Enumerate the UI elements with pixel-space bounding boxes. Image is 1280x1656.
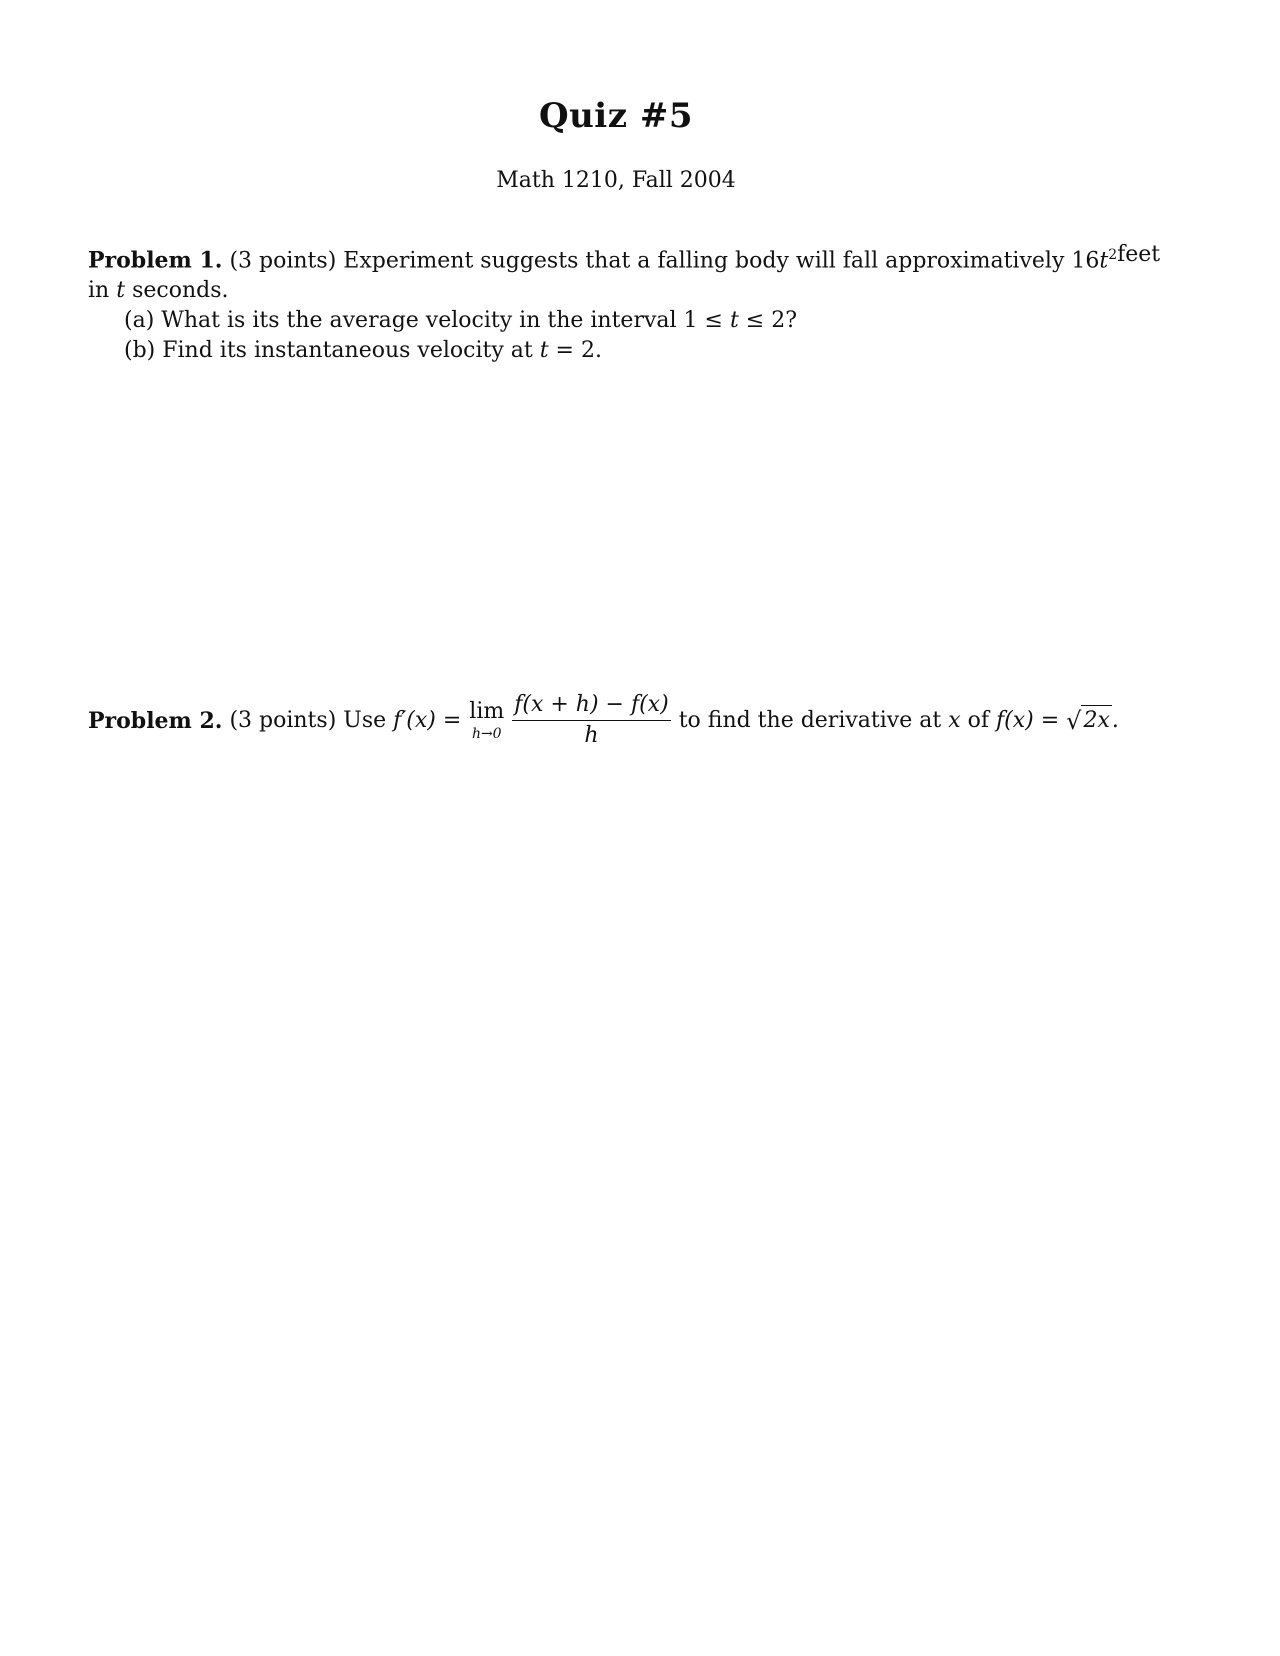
problem-1-feet: feet bbox=[1117, 242, 1161, 267]
limit-subscript: h→0 bbox=[471, 725, 502, 742]
problem-1-statement bbox=[88, 240, 1161, 276]
page-title: Quiz #5 bbox=[538, 96, 694, 136]
limit-operator bbox=[469, 698, 505, 742]
problem-2-period: . bbox=[1111, 707, 1119, 733]
radical-icon: √ bbox=[1066, 707, 1082, 736]
problem-1-line2-var: t bbox=[116, 278, 126, 304]
radicand: 2x bbox=[1081, 705, 1111, 736]
var-x: x bbox=[948, 707, 961, 733]
equals-sign: = bbox=[442, 707, 462, 733]
equals-sign-2: = bbox=[1040, 707, 1060, 733]
problem-2-points: (3 points) bbox=[229, 707, 337, 733]
problem-2 bbox=[88, 693, 1138, 748]
problem-1-part-b bbox=[124, 336, 1138, 366]
problem-1-points: (3 points) bbox=[229, 248, 337, 274]
problem-1-label: Problem 1. bbox=[88, 247, 223, 274]
part-a-end: ≤ 2? bbox=[738, 308, 798, 334]
fraction-numerator: f(x + h) − f(x) bbox=[512, 693, 670, 721]
fraction-denominator: h bbox=[584, 723, 599, 749]
problem-1-exponent: 2 bbox=[1108, 247, 1118, 263]
problem-1-parts bbox=[124, 306, 1138, 366]
part-a-var: t bbox=[729, 308, 739, 334]
function-name: f(x) bbox=[996, 707, 1034, 733]
part-b-var: t bbox=[539, 338, 549, 364]
difference-quotient bbox=[512, 693, 670, 748]
problem-1 bbox=[88, 240, 1161, 366]
problem-1-seconds: seconds. bbox=[132, 278, 229, 304]
course-subtitle: Math 1210, Fall 2004 bbox=[496, 168, 736, 193]
problem-1-text: Experiment suggests that a falling body will fall approximatively 16 bbox=[343, 248, 1100, 274]
derivative-lhs: f′(x) bbox=[393, 707, 436, 733]
problem-1-var-t: t bbox=[1099, 248, 1109, 274]
problem-2-text-mid: to find the derivative at bbox=[678, 707, 942, 733]
problem-1-line2 bbox=[88, 276, 1138, 306]
limit-word: lim bbox=[469, 698, 505, 724]
problem-2-label: Problem 2. bbox=[88, 707, 223, 734]
part-a-text: (a) What is its the average velocity in the interval 1 ≤ bbox=[124, 308, 730, 334]
problem-1-part-a bbox=[124, 306, 1138, 336]
part-b-text: (b) Find its instantaneous velocity at bbox=[124, 338, 540, 364]
problem-2-of: of bbox=[967, 707, 989, 733]
problem-1-in: in bbox=[88, 278, 110, 304]
square-root bbox=[1066, 705, 1112, 736]
part-b-end: = 2. bbox=[548, 338, 602, 364]
problem-2-use: Use bbox=[343, 707, 387, 733]
